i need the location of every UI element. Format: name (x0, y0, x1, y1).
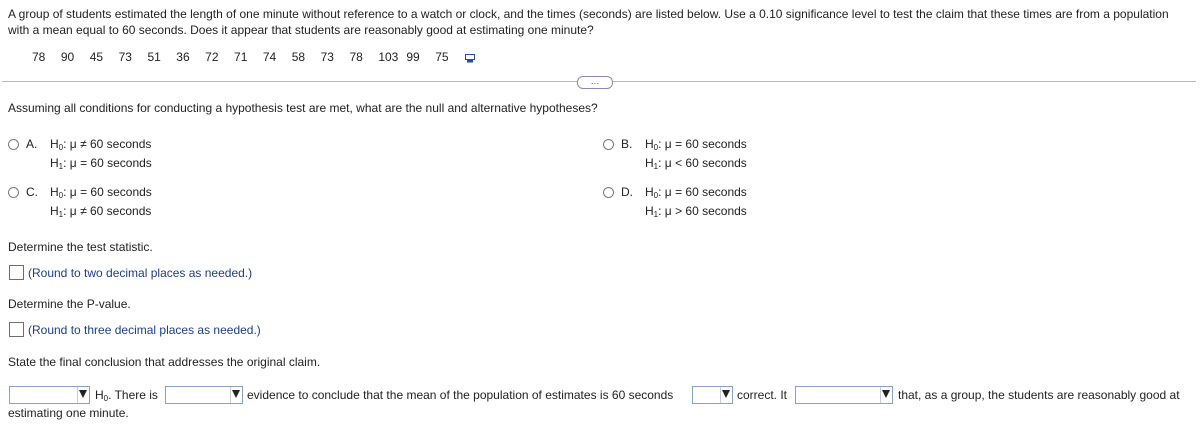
data-value: 75 (435, 50, 449, 64)
reject-decision-dropdown[interactable] (9, 386, 90, 404)
option-d[interactable] (603, 185, 853, 221)
copy-data-icon[interactable] (465, 54, 475, 62)
option-c-h1: $H_1$: μ ≠ 60 seconds (50, 204, 152, 219)
data-value: 90 (60, 50, 75, 64)
option-b-letter: B. (621, 137, 633, 151)
option-d-radio[interactable] (603, 187, 614, 198)
data-value: 58 (291, 50, 306, 64)
data-value: 71 (234, 50, 248, 64)
option-a-h1: $H_1$: μ = 60 seconds (50, 156, 152, 171)
data-value: 36 (176, 50, 190, 64)
p-value-hint: (Round to three decimal places as needed.) (28, 322, 261, 337)
option-b-h0: $H_0$: μ = 60 seconds (645, 137, 747, 152)
data-value: 78 (32, 50, 46, 64)
data-value: 103 (378, 50, 399, 64)
data-value: 99 (406, 50, 420, 64)
test-statistic-hint: (Round to two decimal places as needed.) (28, 265, 253, 280)
option-a[interactable] (8, 137, 258, 173)
conclusion-label: State the final conclusion that addresses the original claim. (8, 355, 321, 369)
option-b-h1: $H_1$: μ < 60 seconds (645, 156, 747, 171)
problem-statement: A group of students estimated the length of one minute without reference to a watch or clock, and the times (seconds) are listed below. Use a 0.10 significance level to test the claim that these times are from a population with a mean equal to 60 seconds. Does it appear that students are reasonably good at estimating one minute? (8, 7, 1169, 37)
test-statistic-answer (9, 265, 252, 280)
option-d-h1: $H_1$: μ > 60 seconds (645, 204, 747, 219)
data-value: 73 (320, 50, 334, 64)
option-a-h0: $H_0$: μ ≠ 60 seconds (50, 137, 152, 152)
data-value: 73 (118, 50, 132, 64)
correctness-dropdown[interactable] (692, 386, 733, 404)
p-value-answer (9, 322, 261, 337)
data-value: 45 (89, 50, 104, 64)
test-statistic-label: Determine the test statistic. (8, 240, 153, 254)
p-value-label: Determine the P-value. (8, 297, 131, 311)
data-value: 72 (205, 50, 219, 64)
p-value-input[interactable] (9, 322, 24, 337)
test-statistic-input[interactable] (9, 265, 24, 280)
appears-dropdown[interactable] (795, 386, 893, 404)
chevron-down-icon (720, 387, 732, 403)
option-d-letter: D. (621, 185, 633, 199)
option-b-radio[interactable] (603, 139, 614, 150)
data-value: 74 (262, 50, 277, 64)
data-value: 51 (147, 50, 161, 64)
chevron-down-icon (230, 387, 242, 403)
option-d-h0: $H_0$: μ = 60 seconds (645, 185, 747, 200)
option-b[interactable] (603, 137, 853, 173)
conclusion-tail-text: that, as a group, the students are reasonably good at (898, 388, 1180, 402)
chevron-down-icon (77, 387, 89, 403)
conclusion-wrap-text: estimating one minute. (8, 406, 129, 420)
option-c[interactable] (8, 185, 258, 221)
option-a-radio[interactable] (8, 139, 19, 150)
conclusion-middle-text: evidence to conclude that the mean of the population of estimates is 60 seconds (247, 388, 674, 402)
evidence-dropdown[interactable] (165, 386, 243, 404)
option-c-letter: C. (26, 185, 38, 199)
option-a-letter: A. (26, 137, 38, 151)
data-value: 78 (349, 50, 363, 64)
chevron-down-icon (880, 387, 892, 403)
option-c-h0: $H_0$: μ = 60 seconds (50, 185, 152, 200)
conclusion-correct-text: correct. It (737, 388, 788, 402)
option-c-radio[interactable] (8, 187, 19, 198)
conclusion-h0-text: $H_0$. There is (95, 388, 158, 403)
data-values-row (32, 50, 475, 64)
expand-button[interactable]: … (577, 76, 613, 89)
hypotheses-question: Assuming all conditions for conducting a hypothesis test are met, what are the null and alternative hypotheses? (8, 101, 598, 115)
